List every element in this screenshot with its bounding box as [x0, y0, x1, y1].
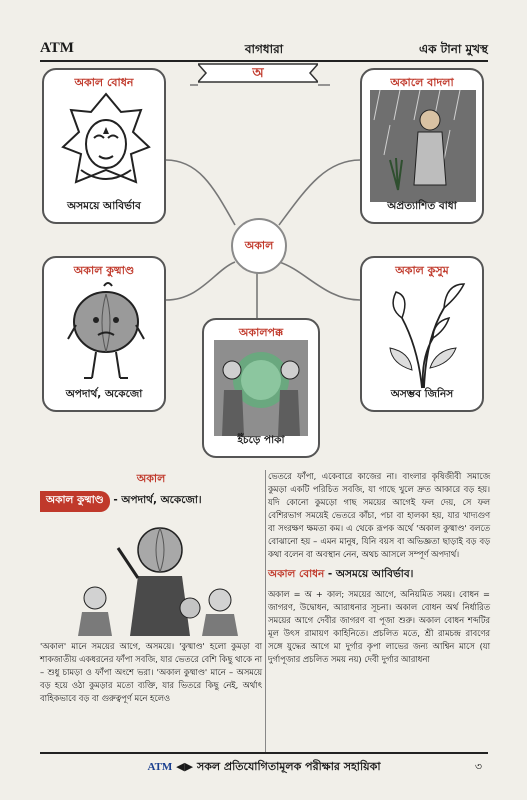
left-column	[40, 470, 262, 752]
pumpkin-character-icon	[66, 280, 146, 390]
footer-text: সকল প্রতিযোগিতামূলক পরীক্ষার সহায়িকা	[196, 760, 381, 773]
entry-paragraph: অকাল = অ + কাল; সময়ের আগে, অনিয়মিত সময়। বোধন = জাগরণ, উদ্বোধন, আরাধনার সূচনা। অকাল বোধন অর্থ নির্ধারিত সময়ের আগে দেবীর জাগরণ বা পূজা শুরু। অকাল বোধন শব্দটির মূল উৎস রামায়ণ কাহিনিতে। প্রচলিত মতে, শ্রী রামচন্দ্র রাবণের সঙ্গে যুদ্ধের আগে মা দুর্গার কৃপা লাভের জন্য আশ্বিন মাসে (যা দুর্গাপূজার প্রচলিত সময় নয়) দেবী দুর্গার আরাধনা	[268, 589, 490, 664]
footer-arrows-icon: ◀▶	[176, 760, 194, 773]
card-akalpokko	[202, 318, 320, 458]
entry-meaning: - অপদার্থ, অকেজো।	[109, 494, 202, 506]
header-title: বাগধারা	[244, 42, 284, 56]
boy-with-parents-icon	[214, 340, 308, 436]
section-heading: অকাল	[136, 472, 166, 485]
card-title: অকাল কুসুম	[395, 264, 449, 277]
card-title: অকালে বাদলা	[390, 76, 454, 89]
card-caption: অসম্ভব জিনিস	[390, 388, 454, 400]
card-title: অকাল কুষ্মাণ্ড	[73, 264, 135, 277]
entry-term: অকাল কুষ্মাণ্ড	[40, 491, 110, 512]
durga-face-icon	[61, 92, 151, 196]
pumpkin-man-crowd-illustration	[40, 516, 262, 636]
hub-node: অকাল	[231, 218, 287, 274]
entry-heading	[40, 491, 262, 512]
page-number: ৩	[474, 760, 482, 773]
banner-letter: অ	[252, 66, 264, 81]
card-akal-kusum	[360, 256, 484, 412]
card-title: অকাল বোধন	[74, 76, 134, 89]
card-caption: অপ্রত্যাশিত বাধা	[387, 200, 457, 212]
entry-paragraph: ভেতরে ফাঁপা, একেবারে কাজের না। বাংলার কৃষিজীবী সমাজে কুমড়া একটি পরিচিত সবজি, যা গাছে খুলে দ্রুত আকারে বড় হয়। যদি কোনো কুমড়ো গাছ সময়ের আগেই ফল দেয়, সে ফল বেশিরভাগ সময়েই ভেতরে কাঁচা, পচা বা হালকা হয়, যার খাদ্যগুণ বা সংরক্ষণ ক্ষমতা কম। এ থেকে রূপক অর্থে 'অকাল কুষ্মাণ্ড' বলতে বোঝানো হয় – এমন মানুষ, যিনি বয়স বা অভিজ্ঞতা ছাড়াই বড় বড় কথা বলেন বা অবস্থান নেন, অথচ আসলে সম্পূর্ণ অপদার্থ।	[268, 471, 490, 559]
entry-meaning: - অসময়ে আবির্ভাব।	[324, 568, 414, 580]
letter-banner	[198, 62, 318, 84]
card-title: অকালপক্ক	[238, 326, 284, 339]
footer-brand: ATM	[147, 761, 173, 773]
page-footer	[40, 752, 488, 776]
lily-flower-icon	[382, 280, 466, 390]
entry-term: অকাল বোধন	[268, 568, 325, 580]
card-akale-badla	[360, 68, 484, 224]
card-caption: অপদার্থ, অকেজো	[65, 388, 143, 400]
header-brand: ATM	[40, 40, 74, 56]
column-divider	[265, 470, 266, 752]
card-akal-bodhon	[42, 68, 166, 224]
card-caption: ইঁচড়ে পাকা	[237, 434, 285, 446]
card-akal-kushmando	[42, 256, 166, 412]
right-column	[268, 470, 490, 752]
rain-farmer-icon	[370, 90, 476, 202]
entry-paragraph: 'অকাল' মানে সময়ের আগে, অসময়ে। 'কুষ্মাণ্ড' হলো কুমড়া বা শাকজাতীয় একধরনের ফাঁপা সবজি, যার ভেতরে বেশি কিছু থাকে না – শুধু চামড়া ও ফাঁপা অংশে ভরা। 'অকাল কুষ্মাণ্ড' মানে – অসময়ে বড় হয়ে ওঠা কুমড়ার মতো ব্যক্তি, যার ভিতরে কিছু নেই, অর্থাৎ বাহিকভাবে বড় বা গুরুত্বপূর্ণ মনে হলেও	[40, 641, 262, 703]
card-caption: অসময়ে আবির্ভাব	[67, 200, 141, 212]
footer-tagline	[40, 758, 488, 777]
header-subtitle: এক টানা মুখস্থ	[418, 42, 488, 56]
entry-heading	[268, 567, 490, 584]
